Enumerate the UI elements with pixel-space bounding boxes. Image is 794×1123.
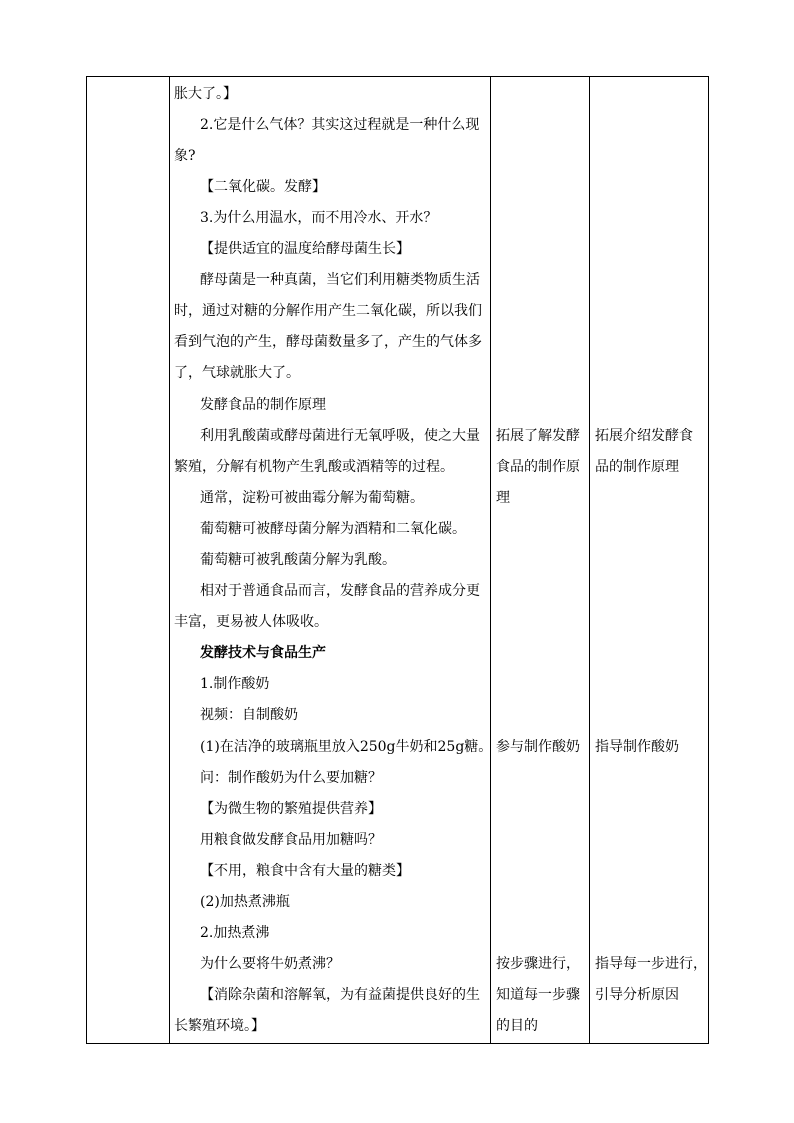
content-line: 问：制作酸奶为什么要加糖？ [200,770,382,786]
content-line: 利用乳酸菌或酵母菌进行无氧呼吸，使之大量 [200,428,480,444]
teacher-activity-line: 引导分析原因 [595,987,679,1003]
content-line: 象? [174,148,196,164]
content-line: 【消除杂菌和溶解氧，为有益菌提供良好的生 [200,987,480,1003]
content-line: 用粮食做发酵食品用加糖吗？ [200,832,382,848]
content-line: 【不用，粮食中含有大量的糖类】 [200,863,410,879]
teacher-activity-line: 指导每一步进行， [595,956,707,972]
content-line: 通常，淀粉可被曲霉分解为葡萄糖。 [200,490,424,506]
content-line: 3.为什么用温水，而不用冷水、开水？ [200,210,438,226]
content-line: 长繁殖环境。】 [174,1018,265,1034]
student-activity-line: 拓展了解发酵 [496,428,580,444]
content-line: 1.制作酸奶 [200,676,270,692]
content-line: 了，气球就胀大了。 [174,365,300,381]
student-activity-line: 食品的制作原 [496,459,580,475]
content-line: 【提供适宜的温度给酵母菌生长】 [200,241,410,257]
student-activity-line: 的目的 [496,1018,538,1034]
content-line: 【为微生物的繁殖提供营养】 [200,801,382,817]
student-activity-line: 按步骤进行， [496,956,580,972]
content-line: 为什么要将牛奶煮沸？ [200,956,340,972]
content-line: 2.加热煮沸 [200,925,270,941]
teacher-activity-line: 品的制作原理 [595,459,679,475]
teacher-activity-line: 指导制作酸奶 [595,739,679,755]
section-heading: 发酵食品的制作原理 [200,397,326,413]
teaching-content-cell [170,77,491,1044]
content-line: 看到气泡的产生，酵母菌数量多了，产生的气体多 [174,334,482,350]
lesson-plan-table [86,76,709,1044]
content-line: 繁殖，分解有机物产生乳酸或酒精等的过程。 [174,459,454,475]
content-line: 【二氧化碳。发酵】 [200,179,326,195]
content-line: 葡萄糖可被乳酸菌分解为乳酸。 [200,552,396,568]
section-cell [87,77,170,1044]
content-line: 时，通过对糖的分解作用产生二氧化碳，所以我们 [174,303,482,319]
content-line: 2.它是什么气体？其实这过程就是一种什么现 [200,117,480,133]
content-line: (1)在洁净的玻璃瓶里放入250g牛奶和25g糖。 [200,739,493,755]
student-activity-line: 参与制作酸奶 [496,739,580,755]
student-activity-line: 知道每一步骤 [496,987,580,1003]
content-line: 相对于普通食品而言，发酵食品的营养成分更 [200,583,480,599]
teacher-activity-cell [590,77,709,1044]
table-row [87,77,709,1044]
content-line: 视频：自制酸奶 [200,707,298,723]
student-activity-cell [491,77,590,1044]
content-line: 丰富，更易被人体吸收。 [174,614,328,630]
teacher-activity-line: 拓展介绍发酵食 [595,428,693,444]
student-activity-line: 理 [496,490,510,506]
content-line: 胀大了。】 [174,86,237,102]
content-line: (2)加热煮沸瓶 [200,894,290,910]
section-heading: 发酵技术与食品生产 [200,645,326,661]
content-line: 葡萄糖可被酵母菌分解为酒精和二氧化碳。 [200,521,466,537]
content-line: 酵母菌是一种真菌，当它们利用糖类物质生活 [200,272,480,288]
